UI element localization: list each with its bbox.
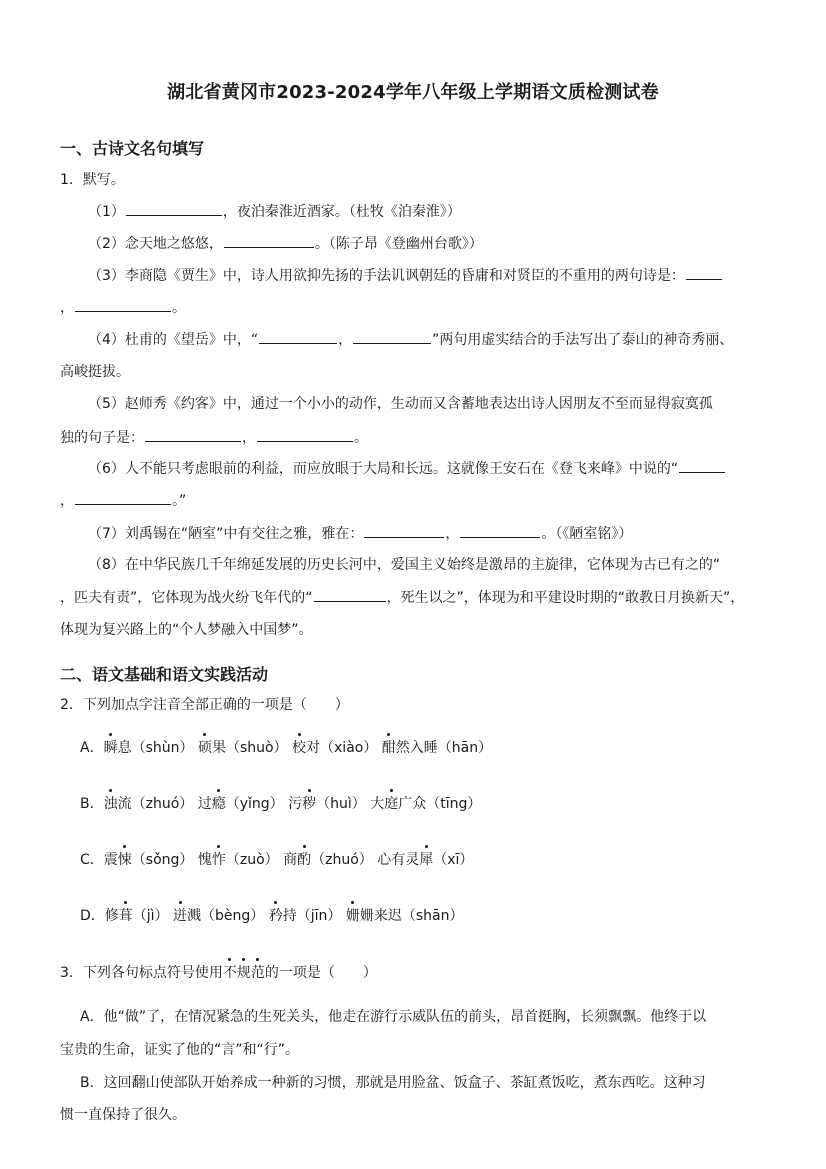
- q1-stem: 1．默写。: [60, 172, 125, 188]
- answer-blank[interactable]: [353, 329, 431, 344]
- q3-option-b-line2: 惯一直保持了很久。: [60, 1107, 186, 1123]
- answer-blank[interactable]: [314, 587, 386, 602]
- q1-item-2: （2）念天地之悠悠， 。（陈子昂《登幽州台歌》）: [88, 233, 483, 254]
- q1-item-4-line2: 高峻挺拔。: [60, 364, 130, 380]
- answer-blank[interactable]: [126, 201, 222, 216]
- q1-item-4-line1: （4）杜甫的《望岳》中，“ ， ”两句用虚实结合的手法写出了泰山的神奇秀丽、: [88, 329, 733, 350]
- answer-blank[interactable]: [75, 297, 171, 312]
- q2-option-d[interactable]: D．修葺（jì） 迸溅（bèng） 矜持（jīn） 姗姗来迟（shān）: [80, 908, 464, 924]
- q2-option-c[interactable]: C．震悚（sǒng） 愧怍（zuò） 商酌（zhuó） 心有灵犀（xī）: [80, 852, 474, 868]
- q1-item-1: （1） ，夜泊秦淮近酒家。（杜牧《泊秦淮》）: [88, 201, 461, 222]
- q1-item-3-line2: ， 。: [60, 297, 186, 318]
- answer-blank[interactable]: [259, 329, 337, 344]
- q3-stem: 3．下列各句标点符号使用不规范 的一项是（ ）: [60, 963, 377, 983]
- q1-item-5-line2: 独的句子是： ， 。: [60, 427, 368, 448]
- q1-item-8-line1: （8）在中华民族几千年绵延发展的历史长河中，爱国主义始终是激昂的主旋律，它体现为古已有之的“: [88, 557, 721, 573]
- q1-item-5-line1: （5）赵师秀《约客》中，通过一个小小的动作，生动而又含蓄地表达出诗人因朋友不至而显得寂寞孤: [88, 396, 713, 412]
- answer-blank[interactable]: [75, 490, 171, 505]
- page-title: 湖北省黄冈市2023-2024学年八年级上学期语文质检测试卷: [167, 82, 659, 103]
- q3-option-b-line1[interactable]: B．这回翻山使部队开始养成一种新的习惯，那就是用脸盆、饭盒子、茶缸煮饭吃，煮东西吃。这种习: [80, 1075, 706, 1091]
- section2-heading: 二、语文基础和语文实践活动: [60, 665, 269, 684]
- q1-item-3-line1: （3）李商隐《贾生》中，诗人用欲抑先扬的手法讥讽朝廷的昏庸和对贤臣的不重用的两句诗是：: [88, 265, 723, 286]
- q1-item-6-line1: （6）人不能只考虑眼前的利益，而应放眼于大局和长远。这就像王安石在《登飞来峰》中说的“: [88, 458, 726, 479]
- q2-option-b[interactable]: B．浊流（zhuó） 过瘾（yǐng） 污秽（huì） 大庭广众（tīng）: [80, 796, 482, 812]
- q1-item-8-line2: ，匹夫有责”，它体现为战火纷飞年代的“ ，死生以之”，体现为和平建设时期的“敢教日月换新天”，: [60, 587, 744, 608]
- emphasis-dots: 不规范: [223, 963, 265, 983]
- answer-blank[interactable]: [257, 427, 353, 442]
- answer-blank[interactable]: [686, 265, 722, 280]
- q1-item-6-line2: ， 。”: [60, 490, 186, 511]
- answer-blank[interactable]: [364, 523, 444, 538]
- answer-blank[interactable]: [224, 233, 314, 248]
- q1-item-8-line3: 体现为复兴路上的“个人梦融入中国梦”。: [60, 622, 313, 638]
- answer-blank[interactable]: [679, 458, 725, 473]
- answer-blank[interactable]: [145, 427, 241, 442]
- answer-blank[interactable]: [460, 523, 540, 538]
- q2-stem: 2．下列加点字注音全部正确的一项是（ ）: [60, 697, 349, 713]
- q1-item-7: （7）刘禹锡在“陋室”中有交往之雅，雅在： ， 。（《陋室铭》）: [88, 523, 632, 544]
- q3-option-a-line2: 宝贵的生命，证实了他的“言”和“行”。: [60, 1042, 300, 1058]
- section1-heading: 一、古诗文名句填写: [60, 139, 205, 158]
- q2-option-a[interactable]: A．瞬息（shùn） 硕果（shuò） 校对（xiào） 酣然入睡（hān）: [80, 740, 493, 756]
- q3-option-a-line1[interactable]: A．他“做”了，在情况紧急的生死关头，他走在游行示威队伍的前头，昂首挺胸，长须飘飘。他终于以: [80, 1009, 707, 1025]
